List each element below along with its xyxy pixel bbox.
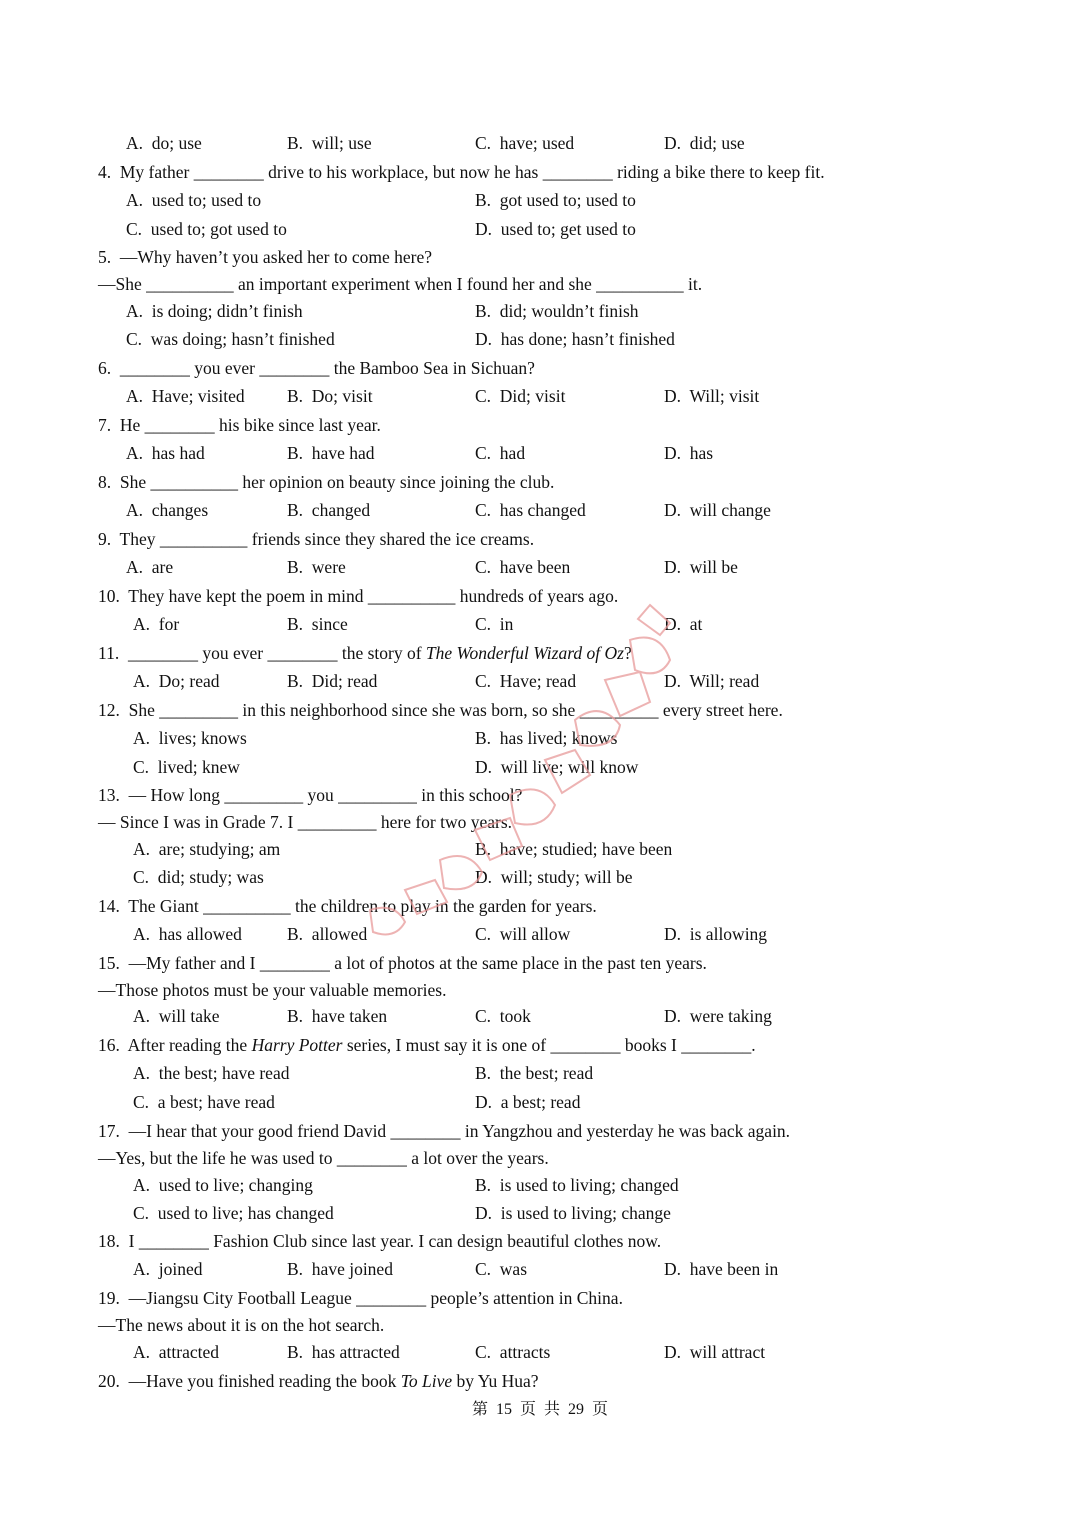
q5-option-c: C. was doing; hasn’t finished <box>126 329 335 349</box>
q15-stem: 15. —My father and I ________ a lot of photos at the same place in the past ten years. <box>98 953 707 973</box>
q7-option-c: C. had <box>475 443 526 463</box>
q16-stem <box>98 1034 756 1056</box>
q13-option-a: A. are; studying; am <box>133 839 281 859</box>
footer-total-label: 共 <box>544 1401 561 1418</box>
q16-book-title: Harry Potter <box>251 1035 343 1055</box>
q19-stem-2: —The news about it is on the hot search. <box>98 1315 385 1335</box>
q6-option-c: C. Did; visit <box>475 386 566 406</box>
q4-option-d: D. used to; get used to <box>475 219 636 239</box>
q14-stem: 14. The Giant __________ the children to play in the garden for years. <box>98 896 597 916</box>
q9-stem: 9. They __________ friends since they shared the ice creams. <box>98 529 535 549</box>
q17-option-d: D. is used to living; change <box>475 1203 671 1223</box>
q8-option-a: A. changes <box>126 500 209 520</box>
q19-option-d: D. will attract <box>664 1342 766 1362</box>
q3-option-b: B. will; use <box>287 133 372 153</box>
q14-option-c: C. will allow <box>475 924 571 944</box>
q9-option-a: A. are <box>126 557 174 577</box>
q11-stem-end: ? <box>623 643 632 663</box>
q16-option-c: C. a best; have read <box>133 1092 275 1112</box>
q16-stem-end: series, I must say it is one of ________ books I ________. <box>342 1035 756 1055</box>
q7-option-b: B. have had <box>287 443 375 463</box>
q17-option-b: B. is used to living; changed <box>475 1175 679 1195</box>
q11-stem <box>98 642 632 664</box>
q19-option-a: A. attracted <box>133 1342 219 1362</box>
q11-option-d: D. Will; read <box>664 671 760 691</box>
q13-stem: 13. — How long _________ you _________ in this school? <box>98 785 523 805</box>
q11-option-a: A. Do; read <box>133 671 220 691</box>
q13-stem-2: — Since I was in Grade 7. I _________ here for two years. <box>98 812 513 832</box>
q11-option-c: C. Have; read <box>475 671 577 691</box>
q20-book-title: To Live <box>400 1371 453 1391</box>
q4-option-a: A. used to; used to <box>126 190 262 210</box>
q14-option-a: A. has allowed <box>133 924 242 944</box>
q9-option-b: B. were <box>287 557 346 577</box>
q16-stem-start: 16. After reading the <box>98 1035 252 1055</box>
page-footer <box>0 1396 1080 1419</box>
q13-option-b: B. have; studied; have been <box>475 839 673 859</box>
q9-option-d: D. will be <box>664 557 738 577</box>
q7-stem: 7. He ________ his bike since last year. <box>98 415 381 435</box>
q7-option-d: D. has <box>664 443 714 463</box>
q11-option-b: B. Did; read <box>287 671 378 691</box>
q4-stem: 4. My father ________ drive to his workplace, but now he has ________ riding a bike there to keep fit. <box>98 162 825 182</box>
q17-stem-2: —Yes, but the life he was used to ________ a lot over the years. <box>98 1148 549 1168</box>
q13-option-d: D. will; study; will be <box>475 867 633 887</box>
q12-option-a: A. lives; knows <box>133 728 247 748</box>
q5-option-b: B. did; wouldn’t finish <box>475 301 639 321</box>
q6-option-a: A. Have; visited <box>126 386 245 406</box>
q5-option-a: A. is doing; didn’t finish <box>126 301 303 321</box>
q10-option-a: A. for <box>133 614 180 634</box>
q18-option-d: D. have been in <box>664 1259 779 1279</box>
q12-option-d: D. will live; will know <box>475 757 639 777</box>
q8-option-b: B. changed <box>287 500 371 520</box>
q20-stem <box>98 1370 539 1392</box>
footer-page-label: 第 <box>471 1401 488 1418</box>
footer-total-unit: 页 <box>592 1401 609 1418</box>
q16-option-a: A. the best; have read <box>133 1063 290 1083</box>
q17-option-a: A. used to live; changing <box>133 1175 313 1195</box>
q18-option-c: C. was <box>475 1259 528 1279</box>
q17-stem: 17. —I hear that your good friend David ________ in Yangzhou and yesterday he was back again. <box>98 1121 791 1141</box>
q18-option-b: B. have joined <box>287 1259 393 1279</box>
q6-stem: 6. ________ you ever ________ the Bamboo Sea in Sichuan? <box>98 358 535 378</box>
q16-option-d: D. a best; read <box>475 1092 581 1112</box>
q9-option-c: C. have been <box>475 557 571 577</box>
q8-option-c: C. has changed <box>475 500 586 520</box>
q3-option-c: C. have; used <box>475 133 575 153</box>
q14-option-d: D. is allowing <box>664 924 768 944</box>
q11-stem-start: 11. ________ you ever ________ the story of <box>98 643 426 663</box>
q20-stem-start: 20. —Have you finished reading the book <box>98 1371 401 1391</box>
footer-total-number: 29 <box>568 1401 585 1418</box>
q19-option-c: C. attracts <box>475 1342 551 1362</box>
q5-option-d: D. has done; hasn’t finished <box>475 329 675 349</box>
q4-option-c: C. used to; got used to <box>126 219 287 239</box>
q15-option-b: B. have taken <box>287 1006 388 1026</box>
q12-option-b: B. has lived; knows <box>475 728 618 748</box>
q3-option-d: D. did; use <box>664 133 745 153</box>
q8-stem: 8. She __________ her opinion on beauty since joining the club. <box>98 472 555 492</box>
q10-stem: 10. They have kept the poem in mind __________ hundreds of years ago. <box>98 586 619 606</box>
q15-option-c: C. took <box>475 1006 531 1026</box>
q3-option-a: A. do; use <box>126 133 202 153</box>
q18-stem: 18. I ________ Fashion Club since last year. I can design beautiful clothes now. <box>98 1231 662 1251</box>
q18-option-a: A. joined <box>133 1259 203 1279</box>
q7-option-a: A. has had <box>126 443 205 463</box>
q10-option-b: B. since <box>287 614 348 634</box>
q8-option-d: D. will change <box>664 500 771 520</box>
q10-option-c: C. in <box>475 614 514 634</box>
q16-option-b: B. the best; read <box>475 1063 594 1083</box>
q15-option-d: D. were taking <box>664 1006 772 1026</box>
q11-book-title: The Wonderful Wizard of Oz <box>425 643 624 663</box>
q5-stem-2: —She __________ an important experiment when I found her and she __________ it. <box>98 274 703 294</box>
q4-option-b: B. got used to; used to <box>475 190 636 210</box>
q10-option-d: D. at <box>664 614 703 634</box>
q20-stem-end: by Yu Hua? <box>452 1371 539 1391</box>
q6-option-b: B. Do; visit <box>287 386 373 406</box>
q15-stem-2: —Those photos must be your valuable memories. <box>98 980 447 1000</box>
q5-stem: 5. —Why haven’t you asked her to come here? <box>98 247 433 267</box>
q19-stem: 19. —Jiangsu City Football League ________ people’s attention in China. <box>98 1288 623 1308</box>
q19-option-b: B. has attracted <box>287 1342 400 1362</box>
q13-option-c: C. did; study; was <box>133 867 264 887</box>
q17-option-c: C. used to live; has changed <box>133 1203 334 1223</box>
q12-stem: 12. She _________ in this neighborhood since she was born, so she _________ every street here. <box>98 700 783 720</box>
q14-option-b: B. allowed <box>287 924 368 944</box>
footer-page-unit: 页 <box>519 1401 536 1418</box>
q6-option-d: D. Will; visit <box>664 386 760 406</box>
q12-option-c: C. lived; knew <box>133 757 240 777</box>
q15-option-a: A. will take <box>133 1006 220 1026</box>
footer-page-number: 15 <box>495 1401 512 1418</box>
